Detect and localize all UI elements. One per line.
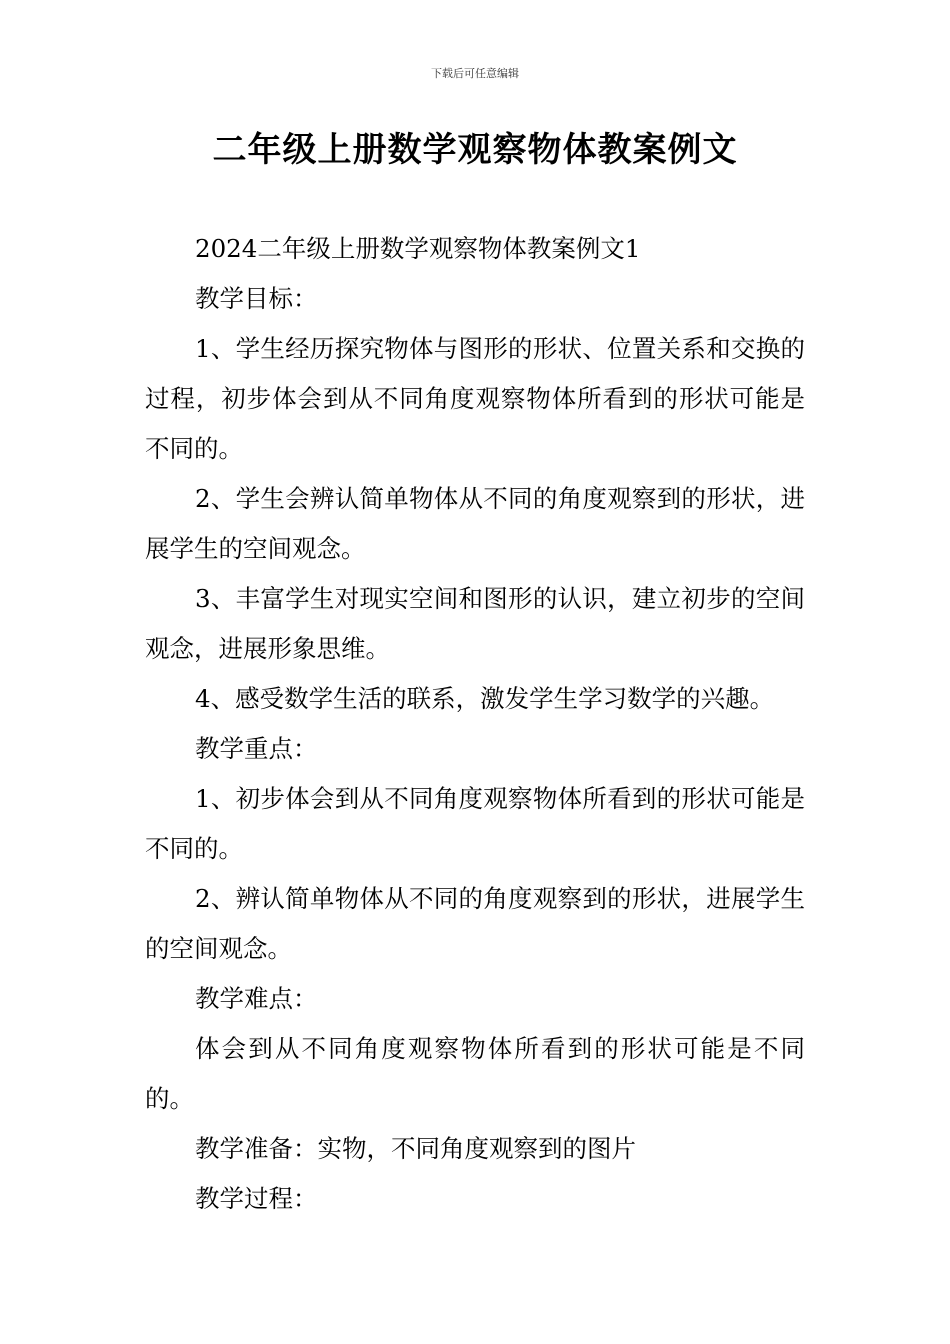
paragraph-objective-1: 1、学生经历探究物体与图形的形状、位置关系和交换的过程，初步体会到从不同角度观察物体所看到的形状可能是不同的。 — [145, 334, 805, 463]
paragraph-objectives-heading: 教学目标： — [195, 284, 318, 313]
document-body — [145, 224, 805, 1224]
paragraph-objective-2: 2、学生会辨认简单物体从不同的角度观察到的形状，进展学生的空间观念。 — [145, 484, 805, 563]
paragraph-difficulty-heading: 教学难点： — [195, 984, 318, 1013]
paragraph-difficulty: 体会到从不同角度观察物体所看到的形状可能是不同的。 — [145, 1034, 805, 1113]
paragraph-preparation: 教学准备：实物，不同角度观察到的图片 — [195, 1134, 636, 1163]
paragraph-heading-line: 2024二年级上册数学观察物体教案例文1 — [195, 234, 641, 263]
paragraph-key-points-heading: 教学重点： — [195, 734, 318, 763]
header-note: 下载后可任意编辑 — [431, 67, 519, 80]
document-title: 二年级上册数学观察物体教案例文 — [212, 130, 738, 170]
paragraph-objective-3: 3、丰富学生对现实空间和图形的认识，建立初步的空间观念，进展形象思维。 — [145, 584, 805, 663]
paragraph-objective-4: 4、感受数学生活的联系，激发学生学习数学的兴趣。 — [195, 684, 775, 713]
paragraph-key-point-2: 2、辨认简单物体从不同的角度观察到的形状，进展学生的空间观念。 — [145, 884, 805, 963]
paragraph-process-heading: 教学过程： — [195, 1184, 318, 1213]
paragraph-key-point-1: 1、初步体会到从不同角度观察物体所看到的形状可能是不同的。 — [145, 784, 805, 863]
